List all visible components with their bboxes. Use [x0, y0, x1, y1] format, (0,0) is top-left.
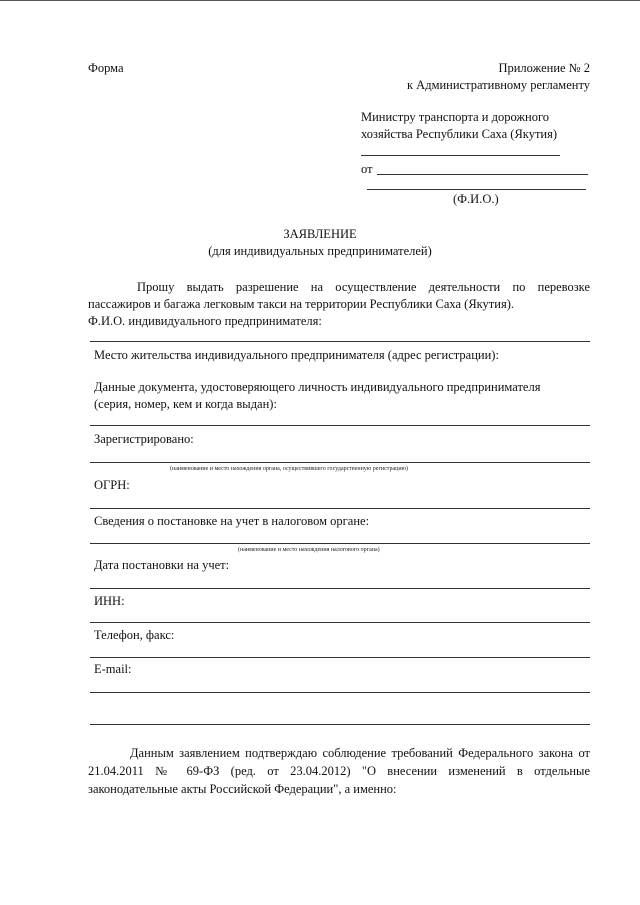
id-doc-line	[90, 425, 590, 426]
appendix-to-label: к Административному регламенту	[406, 78, 590, 92]
fio-caption: (Ф.И.О.)	[453, 192, 499, 206]
addressee-blank-line	[361, 155, 560, 156]
phone-label: Телефон, факс:	[94, 628, 175, 642]
confirmation-line-1: Данным заявлением подтверждаю соблюдение требований Федерального закона от	[130, 746, 590, 760]
confirmation-line-3: законодательные акты Российской Федерации", а именно:	[88, 782, 397, 796]
ogrn-line	[90, 508, 590, 509]
appendix-label: Приложение № 2	[498, 61, 590, 75]
from-fio-line	[377, 174, 588, 175]
email-line	[90, 692, 590, 693]
phone-line	[90, 657, 590, 658]
tax-date-label: Дата постановки на учет:	[94, 558, 230, 572]
form-label: Форма	[88, 61, 124, 75]
extra-blank-line	[90, 724, 590, 725]
id-doc-label-line-1: Данные документа, удостоверяющего личность индивидуального предпринимателя	[94, 380, 541, 394]
fio-ip-line	[90, 341, 590, 342]
registered-line	[90, 462, 590, 463]
tax-date-line	[90, 588, 590, 589]
addressee-line-2: хозяйства Республики Саха (Якутия)	[361, 127, 558, 141]
document-title: ЗАЯВЛЕНИЕ	[283, 227, 357, 241]
request-line-1: Прошу выдать разрешение на осуществление деятельности по перевозке	[137, 280, 590, 294]
document-subtitle: (для индивидуальных предпринимателей)	[208, 244, 432, 258]
page-top-edge	[0, 0, 640, 1]
request-line-2: пассажиров и багажа легковым такси на территории Республики Саха (Якутия).	[88, 297, 514, 311]
from-fio-line-2	[367, 189, 586, 190]
residence-label: Место жительства индивидуального предпринимателя (адрес регистрации):	[94, 348, 499, 362]
registered-label: Зарегистрировано:	[94, 432, 194, 446]
email-label: E-mail:	[94, 662, 132, 676]
fio-ip-label: Ф.И.О. индивидуального предпринимателя:	[88, 314, 322, 328]
tax-registration-line	[90, 543, 590, 544]
registered-caption: (наименование и место нахождения органа, осуществившего государственную регистрацию)	[170, 466, 409, 472]
inn-label: ИНН:	[94, 594, 125, 608]
confirmation-line-2: 21.04.2011 № 69-ФЗ (ред. от 23.04.2012) "О внесении изменений в отдельные	[88, 764, 590, 778]
addressee-line-1: Министру транспорта и дорожного	[361, 110, 550, 124]
inn-line	[90, 622, 590, 623]
from-label: от	[361, 162, 373, 176]
tax-caption: (наименование и место нахождения налогового органа)	[238, 547, 380, 553]
id-doc-label-line-2: (серия, номер, кем и когда выдан):	[94, 397, 277, 411]
tax-registration-label: Сведения о постановке на учет в налоговом органе:	[94, 514, 370, 528]
ogrn-label: ОГРН:	[94, 478, 130, 492]
